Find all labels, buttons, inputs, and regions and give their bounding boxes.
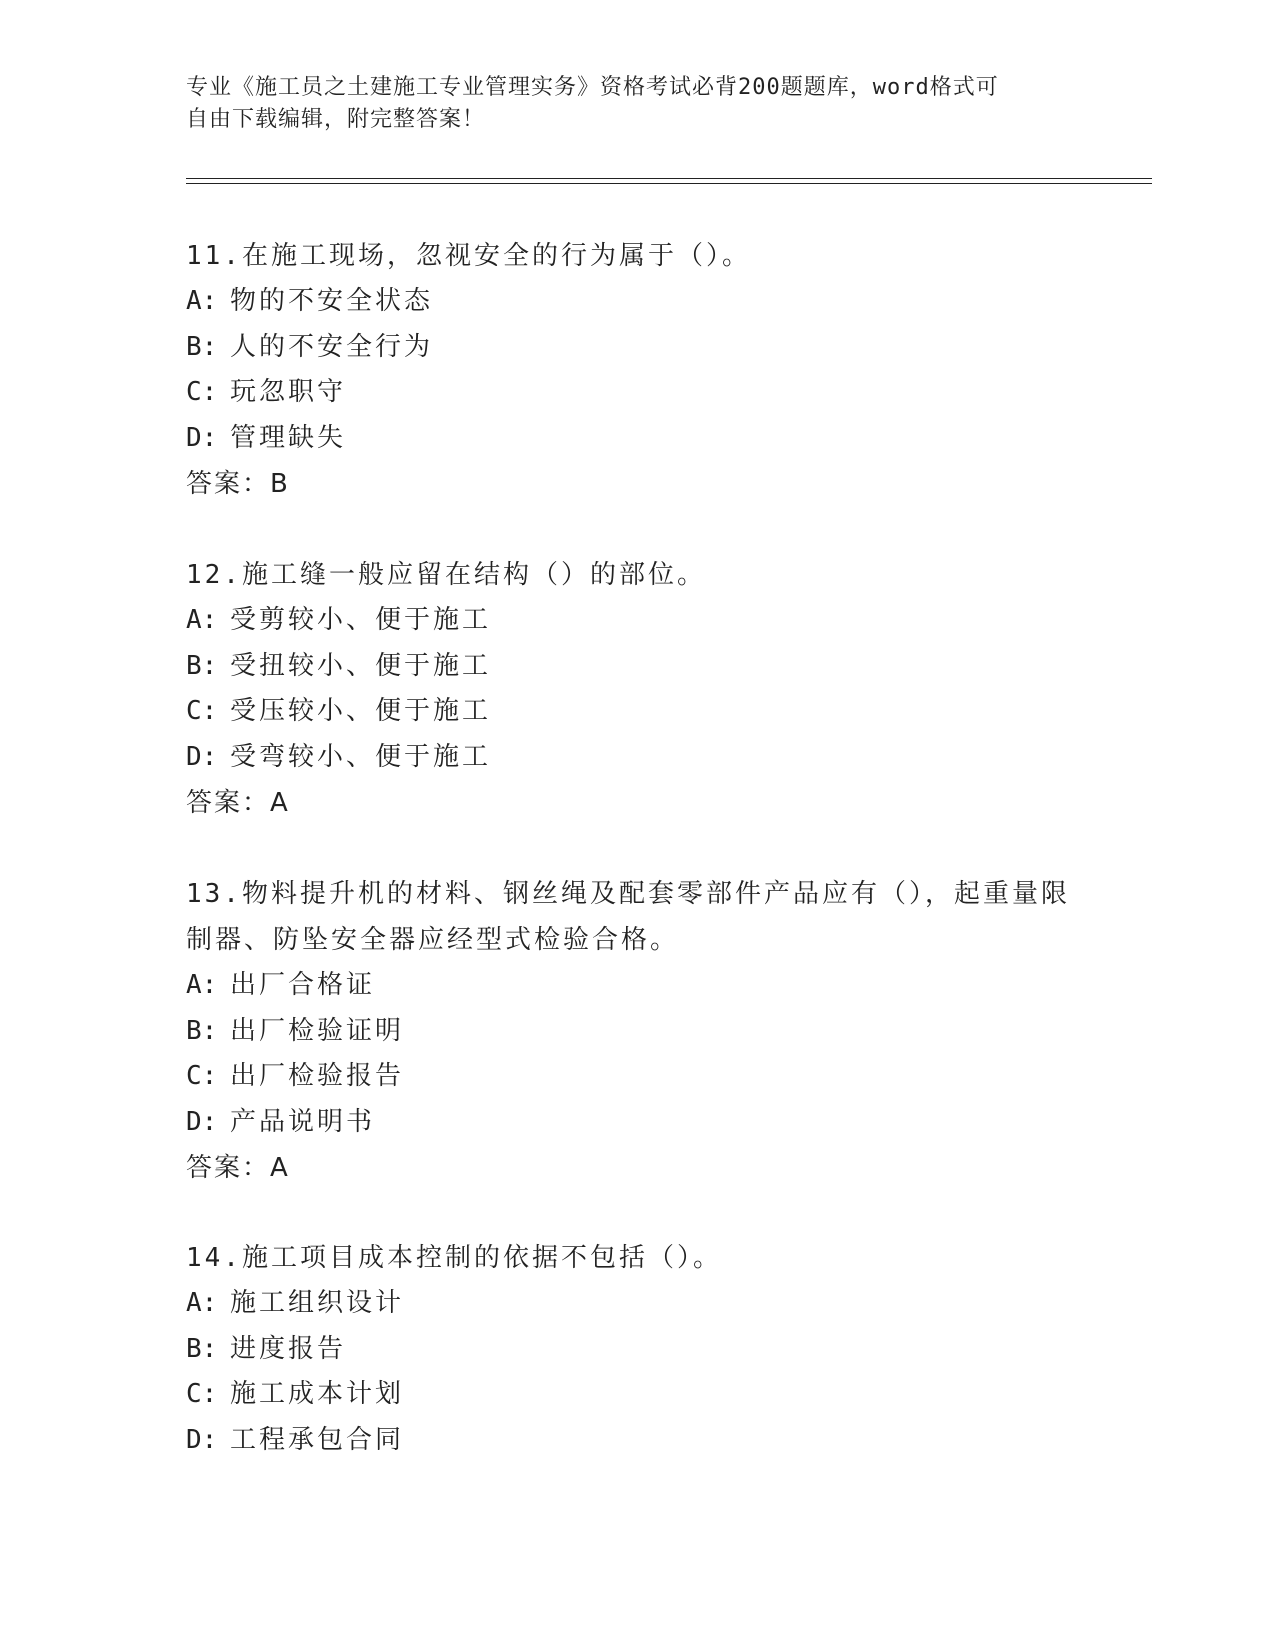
option-key: C: xyxy=(186,1061,218,1091)
question-12 xyxy=(186,552,1086,826)
option-c xyxy=(186,370,1086,416)
option-d xyxy=(186,416,1086,462)
option-key: A: xyxy=(186,286,218,316)
option-c xyxy=(186,1054,1086,1100)
answer-line: 答案：A xyxy=(186,788,290,818)
option-text: 管理缺失 xyxy=(230,422,347,453)
option-c xyxy=(186,689,1086,735)
option-text: 出厂检验证明 xyxy=(230,1015,405,1046)
option-key: D: xyxy=(186,741,218,772)
option-d xyxy=(186,735,1086,781)
answer-line: 答案：A xyxy=(186,1153,290,1183)
option-key: B: xyxy=(186,1333,218,1364)
option-b xyxy=(186,325,1086,371)
option-text: 受剪较小、便于施工 xyxy=(230,605,492,635)
option-text: 受弯较小、便于施工 xyxy=(230,741,492,772)
option-key: C: xyxy=(186,696,218,726)
question-stem: 14.施工项目成本控制的依据不包括（）。 xyxy=(186,1243,722,1273)
header-divider-bottom xyxy=(186,183,1152,184)
question-stem: 11.在施工现场，忽视安全的行为属于（）。 xyxy=(186,241,751,271)
option-key: D: xyxy=(186,422,218,453)
document-header xyxy=(186,72,1086,136)
question-stem-line-2: 制器、防坠安全器应经型式检验合格。 xyxy=(186,925,680,955)
option-key: C: xyxy=(186,377,218,407)
option-text: 产品说明书 xyxy=(230,1106,376,1137)
option-b xyxy=(186,1009,1086,1055)
option-text: 物的不安全状态 xyxy=(230,286,434,316)
option-key: B: xyxy=(186,1015,218,1046)
header-divider-top xyxy=(186,178,1152,179)
option-text: 人的不安全行为 xyxy=(230,331,434,362)
option-text: 玩忽职守 xyxy=(230,377,347,407)
option-key: C: xyxy=(186,1379,218,1409)
question-stem-line-1: 13.物料提升机的材料、钢丝绳及配套零部件产品应有（），起重量限 xyxy=(186,879,1070,909)
question-14 xyxy=(186,1235,1086,1463)
option-text: 工程承包合同 xyxy=(230,1424,405,1455)
option-a xyxy=(186,598,1086,644)
option-d xyxy=(186,1100,1086,1146)
option-a xyxy=(186,279,1086,325)
option-d xyxy=(186,1418,1086,1464)
option-c xyxy=(186,1372,1086,1418)
option-key: A: xyxy=(186,1288,218,1318)
option-text: 受压较小、便于施工 xyxy=(230,696,492,726)
option-text: 施工成本计划 xyxy=(230,1379,405,1409)
option-key: A: xyxy=(186,605,218,635)
option-key: D: xyxy=(186,1106,218,1137)
question-13 xyxy=(186,871,1086,1191)
option-key: D: xyxy=(186,1424,218,1455)
header-title-line-1: 专业《施工员之土建施工专业管理实务》资格考试必背200题题库，word格式可 xyxy=(186,75,999,100)
header-title-line-2: 自由下载编辑，附完整答案！ xyxy=(186,107,486,132)
answer-line: 答案：B xyxy=(186,469,290,499)
option-b xyxy=(186,644,1086,690)
option-text: 施工组织设计 xyxy=(230,1288,405,1318)
option-text: 出厂检验报告 xyxy=(230,1061,405,1091)
option-key: B: xyxy=(186,331,218,362)
option-text: 受扭较小、便于施工 xyxy=(230,650,492,681)
option-key: A: xyxy=(186,970,218,1000)
option-a xyxy=(186,1281,1086,1327)
question-11 xyxy=(186,233,1086,507)
question-stem: 12.施工缝一般应留在结构（）的部位。 xyxy=(186,560,706,590)
option-text: 进度报告 xyxy=(230,1333,347,1364)
option-a xyxy=(186,963,1086,1009)
option-text: 出厂合格证 xyxy=(230,970,376,1000)
option-key: B: xyxy=(186,650,218,681)
option-b xyxy=(186,1327,1086,1373)
